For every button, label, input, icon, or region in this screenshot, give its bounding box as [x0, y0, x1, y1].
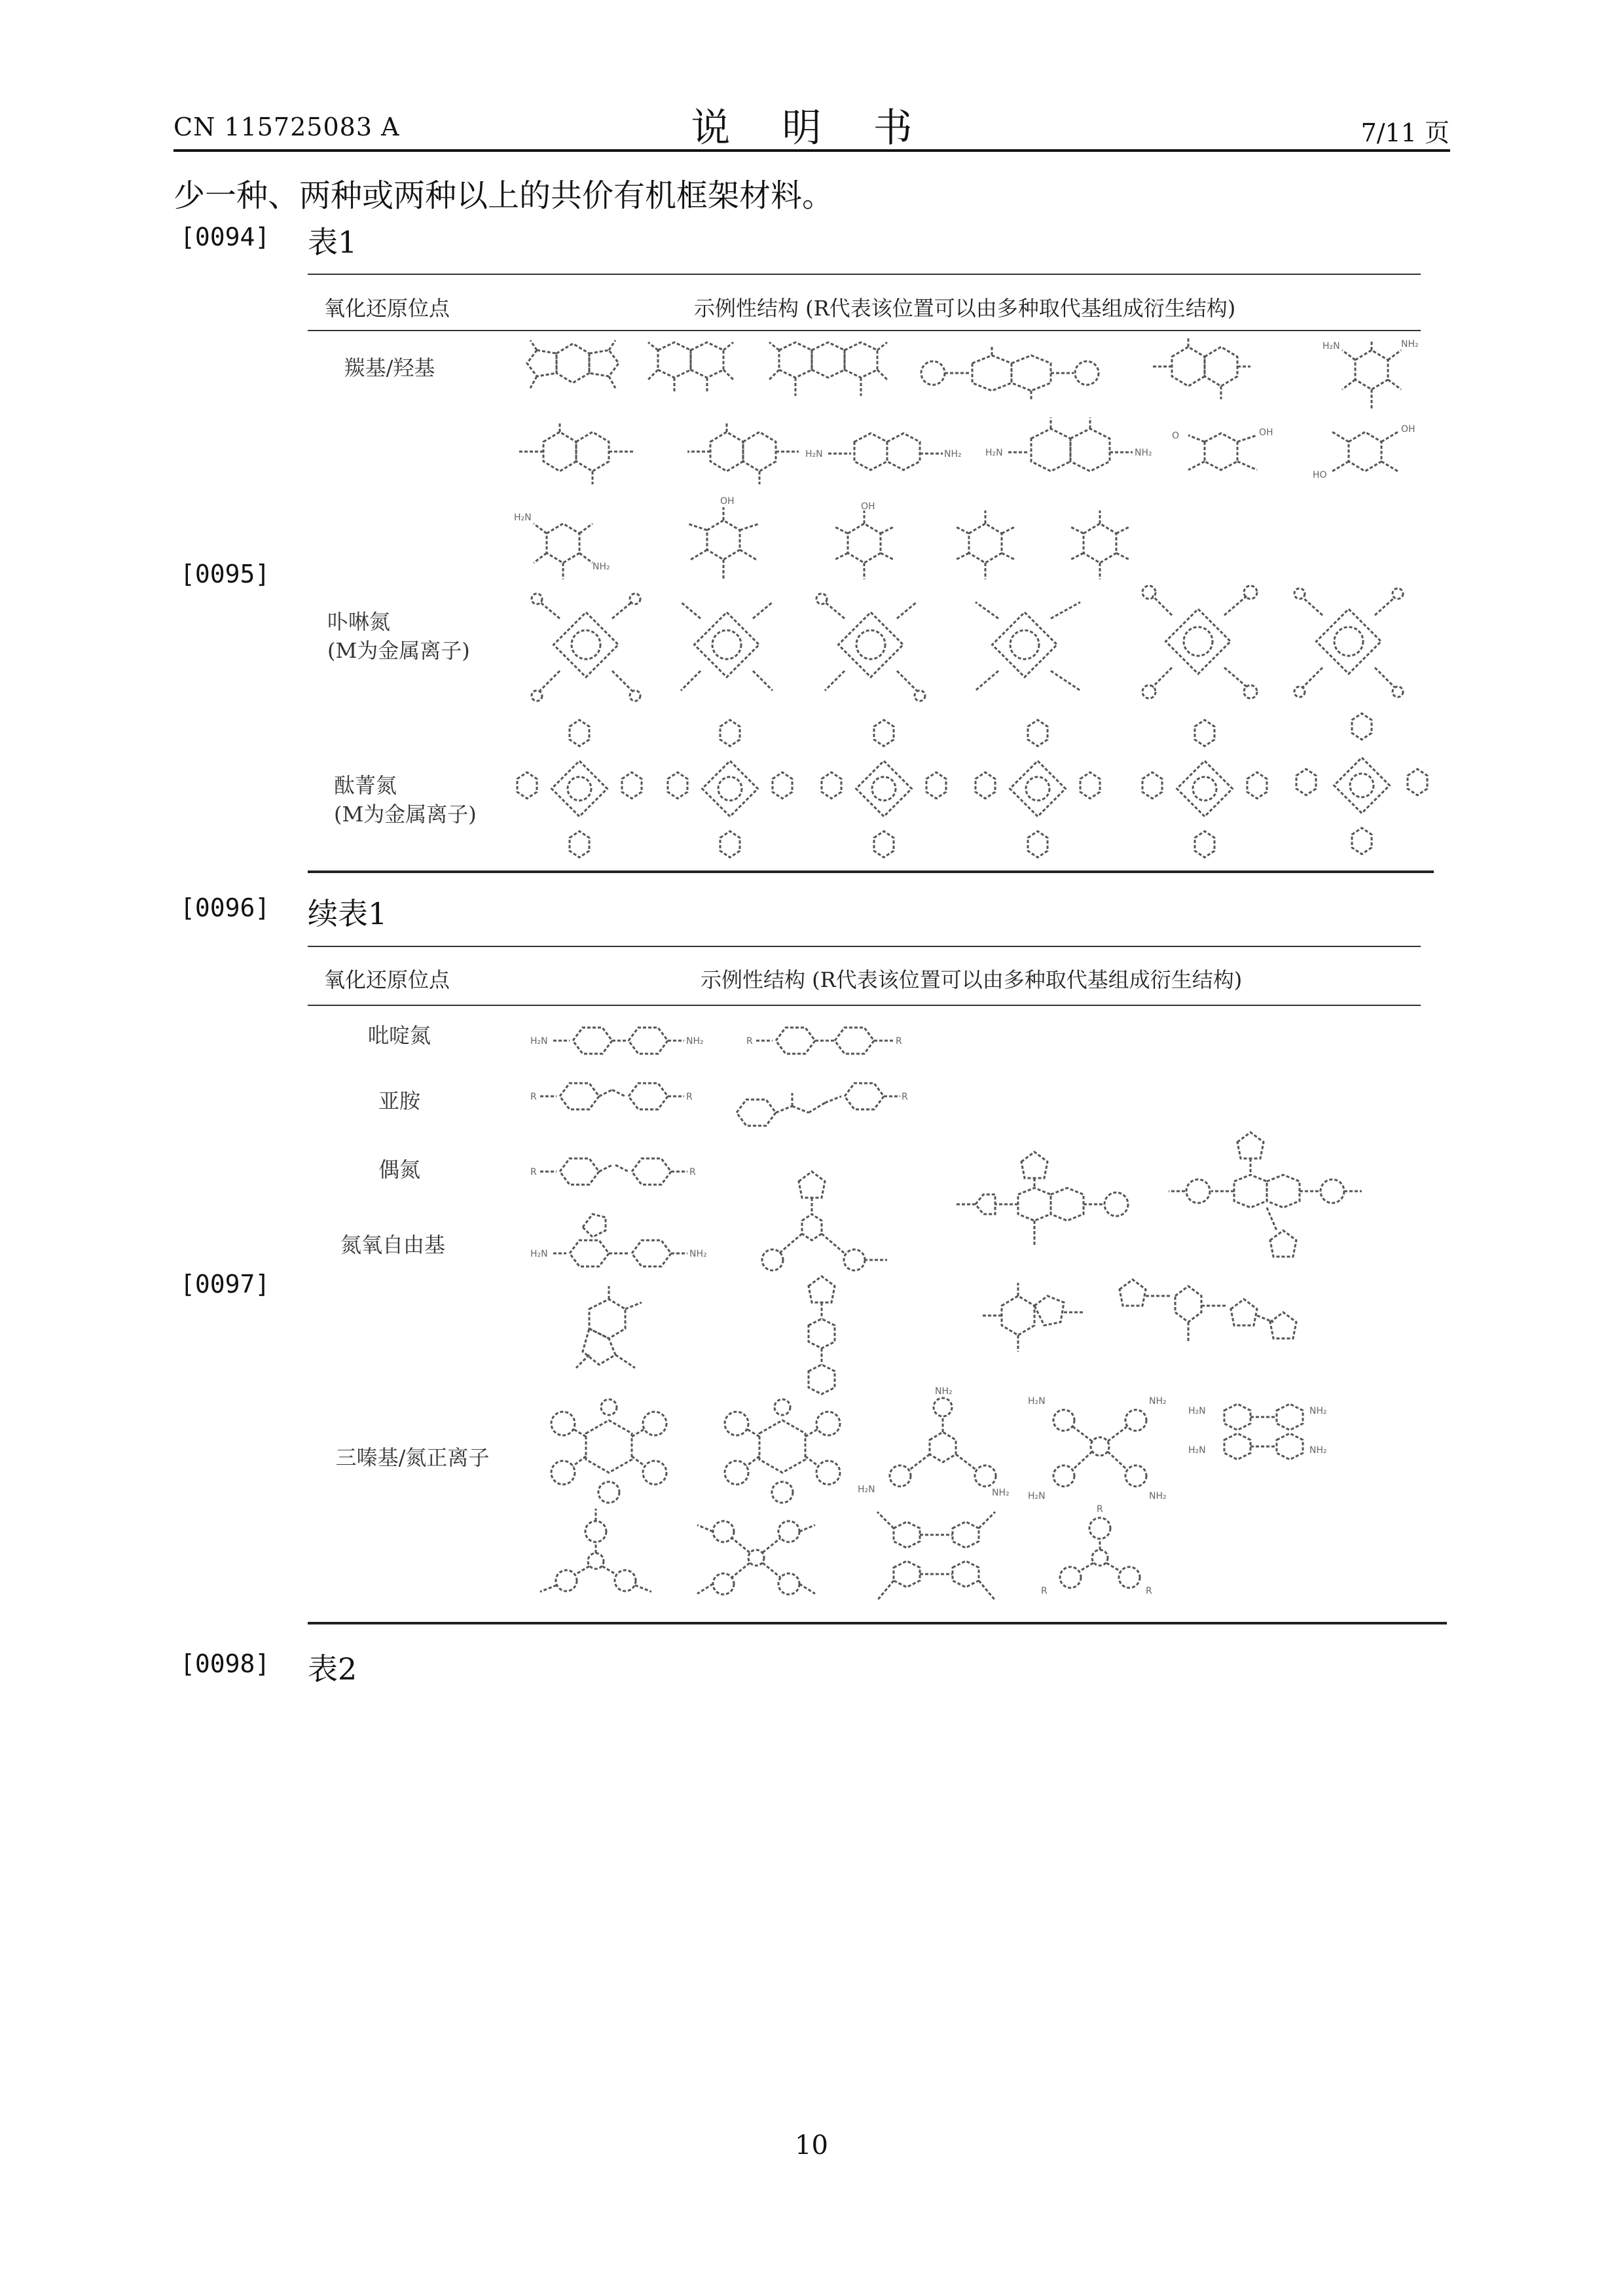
svg-text:H₂N: H₂N — [1028, 1396, 1046, 1407]
svg-text:NH₂: NH₂ — [689, 1249, 707, 1259]
structure-azobenzene — [530, 1149, 707, 1194]
svg-text:O: O — [1172, 431, 1180, 441]
table1-cont-row-azo-label: 偶氮 — [378, 1157, 420, 1182]
svg-text:NH₂: NH₂ — [1401, 339, 1419, 350]
paragraph-tag-0097: [0097] — [180, 1270, 270, 1299]
svg-text:OH: OH — [1259, 427, 1273, 438]
structure-phthalocyanine-1 — [504, 713, 655, 864]
paragraph-tag-0098: [0098] — [180, 1649, 270, 1678]
header-rule — [173, 149, 1450, 152]
svg-text:H₂N: H₂N — [858, 1484, 875, 1495]
structure-nitroxide-1 — [530, 1201, 720, 1280]
structure-diimide-linker — [907, 344, 1116, 403]
structure-nitroxide-6 — [779, 1266, 864, 1404]
svg-text:NH₂: NH₂ — [992, 1488, 1010, 1498]
document-title: 说 明 书 — [691, 105, 932, 151]
structure-nitroxide-2 — [746, 1162, 910, 1280]
table1-cont-title: 续表1 — [308, 896, 388, 931]
svg-text:NH₂: NH₂ — [686, 1036, 704, 1047]
svg-text:NH₂: NH₂ — [1309, 1445, 1327, 1456]
structure-tetraaminophenyl-amine — [1018, 1394, 1182, 1505]
paragraph-tag-0096: [0096] — [180, 893, 270, 922]
structure-imine-2 — [717, 1073, 913, 1139]
svg-text:H₂N: H₂N — [1028, 1491, 1046, 1501]
svg-text:NH₂: NH₂ — [1135, 448, 1152, 458]
structure-triaryl-amine-r — [1034, 1499, 1165, 1610]
svg-text:H₂N: H₂N — [514, 512, 532, 523]
structure-hexaaminobenzene — [1316, 337, 1421, 422]
structure-perylene-diimide — [759, 337, 897, 409]
table1-cont-row-triazine-label: 三嗪基/氮正离子 — [335, 1445, 490, 1470]
svg-text:R: R — [530, 1167, 537, 1177]
svg-text:NH₂: NH₂ — [593, 562, 610, 572]
structure-porphyrin-2 — [665, 592, 795, 710]
table1-cont-top-rule — [308, 946, 1421, 947]
svg-text:R: R — [746, 1036, 753, 1047]
patent-number: CN 115725083 A — [173, 113, 400, 141]
svg-text:H₂N: H₂N — [530, 1249, 548, 1259]
structure-dihydroxy-terephthalaldehyde — [1313, 419, 1424, 497]
svg-text:NH₂: NH₂ — [944, 449, 962, 459]
structure-tetra-formylphenyl — [681, 1505, 831, 1610]
structure-porphyrin-1 — [524, 592, 655, 710]
table1-bottom-rule — [308, 870, 1434, 873]
structure-ntcda-diamine — [985, 412, 1175, 491]
structure-phthalocyanine-4 — [962, 713, 1113, 864]
structure-triformylphloroglucinol — [658, 497, 789, 602]
table1-row-porphyrin-label: 卟啉氮 — [327, 609, 391, 634]
svg-text:H₂N: H₂N — [530, 1036, 548, 1047]
table1-cont-row-nitroxide-label: 氮氧自由基 — [340, 1232, 445, 1257]
structure-porphyrin-3 — [809, 592, 939, 710]
table1-cont-row-pyridine-label: 吡啶氮 — [367, 1023, 431, 1048]
structure-nitroxide-3 — [943, 1142, 1139, 1273]
svg-text:NH₂: NH₂ — [935, 1386, 953, 1397]
svg-text:HO: HO — [1313, 470, 1327, 480]
svg-text:OH: OH — [861, 501, 875, 512]
table1-title: 表1 — [308, 224, 357, 260]
table1-cont-header-rule — [308, 1005, 1421, 1006]
structure-nitroxide-7 — [953, 1276, 1103, 1374]
structure-nitroxide-5 — [563, 1283, 668, 1374]
structure-dihydroxy-dialdehyde — [1169, 425, 1286, 491]
svg-text:OH: OH — [720, 496, 735, 507]
svg-text:H₂N: H₂N — [1188, 1445, 1206, 1456]
svg-text:H₂N: H₂N — [985, 448, 1003, 458]
table1-top-rule — [308, 274, 1421, 275]
table1-header-structures: 示例性结构 (R代表该位置可以由多种取代基组成衍生结构) — [694, 296, 1236, 321]
structure-pyromellitic-diimide — [517, 337, 629, 409]
structure-nitroxide-8 — [1106, 1257, 1322, 1374]
table1-cont-row-imine-label: 亚胺 — [378, 1088, 420, 1113]
svg-text:OH: OH — [1401, 424, 1415, 435]
structure-phthalocyanine-6 — [1286, 707, 1437, 864]
svg-text:R: R — [896, 1036, 902, 1047]
structure-quinone-imide — [671, 419, 809, 497]
structure-bipyridine-r — [746, 1018, 917, 1064]
svg-text:R: R — [530, 1092, 537, 1102]
table1-row-phthalocyanine-sublabel: (M为金属离子) — [334, 802, 477, 827]
svg-text:R: R — [1041, 1586, 1048, 1596]
svg-text:H₂N: H₂N — [805, 449, 823, 459]
structure-triazine-1 — [524, 1397, 694, 1509]
structure-hydroquinone-r — [822, 501, 913, 602]
structure-spirobifluorene-tetraamine — [1188, 1394, 1352, 1473]
table1-cont-header-site: 氧化还原位点 — [324, 967, 450, 992]
structure-benzoquinone-r — [943, 507, 1034, 599]
structure-phthalocyanine-3 — [809, 713, 959, 864]
svg-text:R: R — [902, 1092, 908, 1102]
paragraph-tag-0095: [0095] — [180, 560, 270, 588]
structure-naphthalene-diimide — [632, 337, 743, 409]
page-number: 10 — [795, 2130, 828, 2161]
structure-phthalocyanine-5 — [1129, 713, 1280, 864]
structure-spirobifluorene-tetraaldehyde — [854, 1502, 1018, 1613]
structure-triaminophenyl-triazine — [858, 1386, 1021, 1505]
table1-header-rule — [308, 330, 1421, 331]
paragraph-tag-0094: [0094] — [180, 223, 270, 251]
structure-phthalocyanine-2 — [655, 713, 805, 864]
page-indicator: 7/11 页 — [1360, 118, 1450, 147]
svg-text:R: R — [689, 1167, 696, 1177]
svg-text:R: R — [686, 1092, 693, 1102]
table1-header-site: 氧化还原位点 — [324, 296, 450, 321]
table1-cont-bottom-rule — [308, 1622, 1447, 1624]
structure-nitroxide-4 — [1159, 1122, 1375, 1280]
table1-row-phthalocyanine-label: 酞菁氮 — [334, 773, 397, 798]
structure-bipyridine-diamine — [530, 1018, 720, 1064]
table2-title: 表2 — [308, 1651, 357, 1687]
svg-text:NH₂: NH₂ — [1309, 1406, 1327, 1416]
structure-diamino-diimide — [805, 419, 976, 491]
structure-porphyrin-5 — [1126, 579, 1277, 710]
structure-anthraquinone-dicarboxy — [498, 419, 655, 497]
structure-porphyrin-6 — [1283, 586, 1421, 710]
svg-text:R: R — [1097, 1504, 1103, 1515]
svg-text:R: R — [1146, 1586, 1152, 1596]
table1-row-carbonyl-label: 羰基/羟基 — [344, 355, 435, 380]
structure-tetraamino-quinone — [511, 504, 622, 596]
svg-text:H₂N: H₂N — [1322, 341, 1340, 351]
structure-imine-1 — [530, 1073, 701, 1119]
structure-triazine-2 — [697, 1397, 867, 1509]
structure-porphyrin-4 — [953, 592, 1103, 710]
structure-tris-formylphenyl-amine — [530, 1505, 661, 1610]
svg-text:NH₂: NH₂ — [1149, 1396, 1167, 1407]
table1-row-porphyrin-sublabel: (M为金属离子) — [327, 638, 470, 663]
table1-cont-header-structures: 示例性结构 (R代表该位置可以由多种取代基组成衍生结构) — [701, 967, 1243, 992]
svg-text:H₂N: H₂N — [1188, 1406, 1206, 1416]
svg-text:NH₂: NH₂ — [1149, 1491, 1167, 1501]
structure-triptycene-quinone — [1136, 337, 1254, 416]
intro-paragraph: 少一种、两种或两种以上的共价有机框架材料。 — [173, 177, 834, 214]
